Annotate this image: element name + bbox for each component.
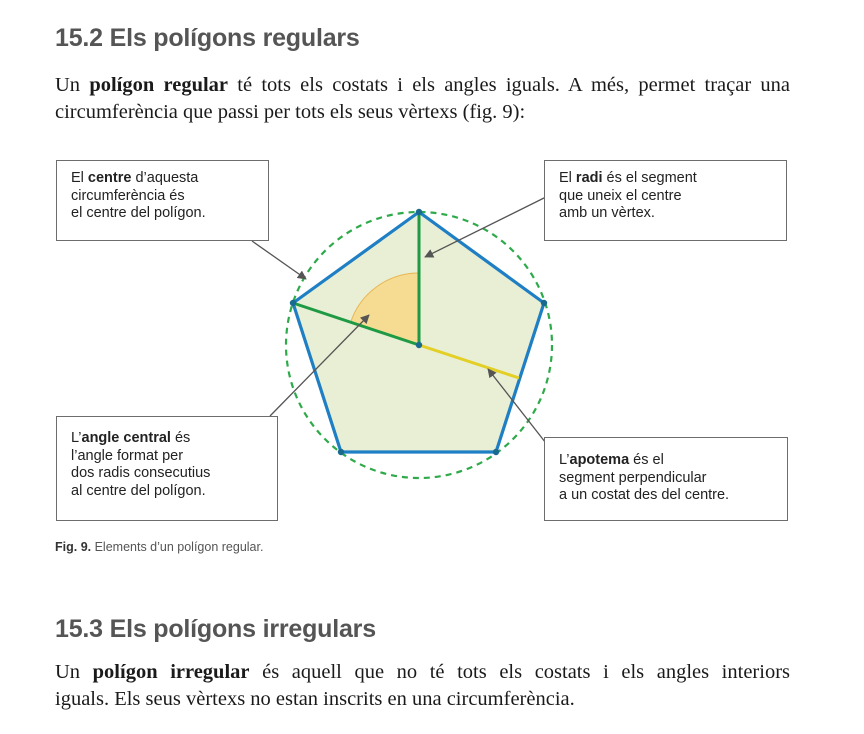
text-run: El bbox=[559, 170, 576, 186]
text-run: és el segment bbox=[602, 170, 697, 186]
section-title-irregular: 15.3 Els polígons irregulars bbox=[55, 615, 376, 643]
text-run: a un costat des del centre. bbox=[559, 487, 730, 503]
text-run: és el bbox=[629, 452, 664, 468]
text-run: Un bbox=[55, 661, 93, 683]
text-run: dos radis consecutius bbox=[71, 465, 211, 481]
arrow-radi bbox=[425, 197, 546, 257]
section-title-regular: 15.2 Els polígons regulars bbox=[55, 24, 360, 52]
text-run: El bbox=[71, 170, 88, 186]
text-run: és bbox=[170, 430, 191, 446]
term-apotema: apotema bbox=[569, 452, 630, 468]
text-run: el centre del polígon. bbox=[71, 205, 206, 221]
callout-angle-central bbox=[56, 416, 278, 521]
term-radi: radi bbox=[575, 170, 603, 186]
caption-label: Fig. 9. bbox=[55, 540, 92, 554]
term-angle-central: angle central bbox=[81, 430, 171, 446]
text-run: iguals. Els seus vèrtexs no estan inscrits en una circumferència. bbox=[55, 688, 575, 710]
paragraph-irregular bbox=[55, 659, 790, 713]
vertex-dot bbox=[338, 449, 344, 455]
text-run: al centre del polígon. bbox=[71, 482, 206, 499]
vertex-dot bbox=[493, 449, 499, 455]
centre-dot bbox=[416, 342, 422, 348]
text-run: l’angle format per bbox=[71, 447, 184, 464]
text-run: circumferència és bbox=[71, 187, 185, 204]
term-poligon-regular: polígon regular bbox=[89, 74, 229, 96]
callout-apotema bbox=[544, 437, 788, 521]
text-run: L’ bbox=[559, 452, 570, 468]
figure-caption bbox=[55, 540, 263, 554]
text-run: segment perpendicular bbox=[559, 469, 707, 486]
term-centre: centre bbox=[87, 170, 132, 186]
text-run: té tots els costats i els angles iguals. A més, permet traçar una bbox=[228, 74, 791, 96]
vertex-dot bbox=[290, 300, 296, 306]
text-run: Un bbox=[55, 74, 90, 96]
vertex-dot bbox=[416, 209, 422, 215]
callout-centre bbox=[56, 160, 269, 241]
text-run: L’ bbox=[71, 430, 82, 446]
text-run: amb un vèrtex. bbox=[559, 205, 655, 221]
vertex-dot bbox=[541, 300, 547, 306]
text-run: circumferència que passi per tots els seus vèrtexs (fig. 9): bbox=[55, 101, 526, 123]
callout-radi bbox=[544, 160, 787, 241]
text-run: que uneix el centre bbox=[559, 187, 682, 204]
text-run: és aquell que no té tots els costats i els angles interiors bbox=[249, 661, 791, 683]
caption-text: Elements d’un polígon regular. bbox=[91, 540, 264, 554]
term-poligon-irregular: polígon irregular bbox=[92, 661, 250, 683]
arrow-centre bbox=[252, 241, 306, 279]
text-run: d’aquesta bbox=[131, 170, 199, 186]
